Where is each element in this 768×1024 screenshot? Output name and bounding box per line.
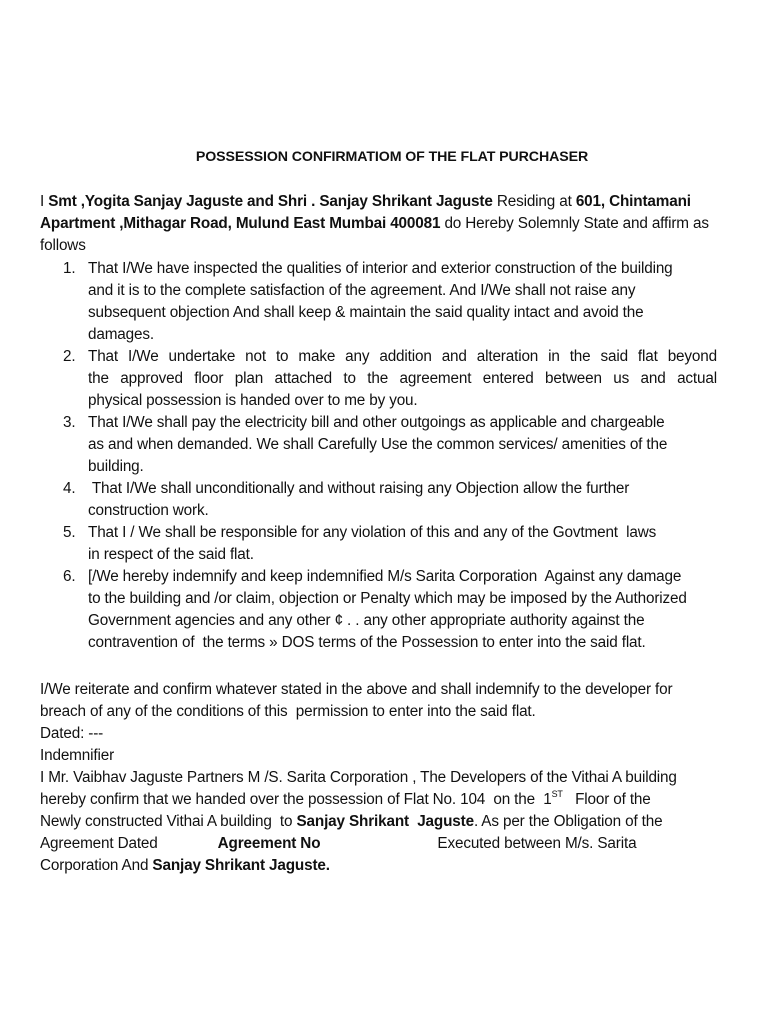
- list-item: [63, 346, 753, 412]
- developer-line-1: I Mr. Vaibhav Jaguste Partners M /S. Sarita Corporation , The Developers of the Vithai A building: [40, 769, 677, 786]
- intro-line-1: I Smt ,Yogita Sanjay Jaguste and Shri . Sanjay Shrikant Jaguste Residing at 601, Chintamani: [40, 193, 691, 210]
- list-item-line: subsequent objection And shall keep & maintain the said quality intact and avoid the: [88, 304, 644, 321]
- list-item-number: 5.: [63, 524, 76, 541]
- list-item-number: 2.: [63, 348, 76, 365]
- list-item: [63, 412, 753, 478]
- list-item-number: 4.: [63, 480, 76, 497]
- list-item-line: physical possession is handed over to me by you.: [88, 392, 418, 409]
- list-item-line: That I/We shall unconditionally and without raising any Objection allow the further: [88, 480, 630, 497]
- list-item-line: construction work.: [88, 502, 209, 519]
- list-item: [63, 258, 753, 346]
- list-item-line: building.: [88, 458, 144, 475]
- reiterate-line: I/We reiterate and confirm whatever stated in the above and shall indemnify to the developer for: [40, 681, 673, 698]
- list-item-line: That I/We shall pay the electricity bill and other outgoings as applicable and chargeable: [88, 414, 665, 431]
- agreement-no-label: Agreement No: [217, 835, 321, 852]
- list-item-line: Government agencies and any other ¢ . . any other appropriate authority against the: [88, 612, 645, 629]
- list-item-line: That I / We shall be responsible for any violation of this and any of the Govtment laws: [88, 524, 657, 541]
- intro-line-2: Apartment ,Mithagar Road, Mulund East Mumbai 400081 do Hereby Solemnly State and affirm as: [40, 215, 709, 232]
- address-part-1: 601, Chintamani: [575, 193, 691, 210]
- list-item: [63, 478, 753, 522]
- list-item-line: [/We hereby indemnify and keep indemnified M/s Sarita Corporation Against any damage: [88, 568, 682, 585]
- list-item-line: contravention of the terms » DOS terms of the Possession to enter into the said flat.: [88, 634, 646, 651]
- dated-line: Dated: ---: [40, 725, 104, 742]
- list-item-line: in respect of the said flat.: [88, 546, 254, 563]
- list-item-line: to the building and /or claim, objection or Penalty which may be imposed by the Authorized: [88, 590, 687, 607]
- reiterate-line: breach of any of the conditions of this permission to enter into the said flat.: [40, 703, 536, 720]
- indemnifier-label: Indemnifier: [40, 747, 115, 764]
- developer-line-5: Corporation And Sanjay Shrikant Jaguste.: [40, 857, 330, 874]
- list-item-line: That I/We have inspected the qualities of interior and exterior construction of the building: [88, 260, 673, 277]
- list-item: [63, 566, 753, 654]
- list-item: [63, 522, 753, 566]
- list-item-line: and it is to the complete satisfaction of the agreement. And I/We shall not raise any: [88, 282, 636, 299]
- closing-section: [40, 679, 677, 877]
- list-item-line: damages.: [88, 326, 154, 343]
- developer-line-3: Newly constructed Vithai A building to Sanjay Shrikant Jaguste. As per the Obligation of the: [40, 813, 663, 830]
- developer-line-2: hereby confirm that we handed over the possession of Flat No. 104 on the 1ST Floor of the: [40, 789, 651, 808]
- affirmation-list: [63, 258, 753, 654]
- list-item-line: as and when demanded. We shall Carefully Use the common services/ amenities of the: [88, 436, 668, 453]
- developer-line-4: Agreement Dated Agreement No Executed between M/s. Sarita: [40, 835, 637, 852]
- list-item-line: the approved floor plan attached to the agreement entered between us and actual: [88, 370, 717, 387]
- ordinal-suffix: ST: [551, 789, 563, 799]
- purchaser-name: Sanjay Shrikant Jaguste: [296, 813, 474, 830]
- list-item-line: That I/We undertake not to make any addition and alteration in the said flat beyond: [88, 348, 717, 365]
- intro-line-3: follows: [40, 237, 86, 254]
- intro-paragraph: [40, 191, 709, 257]
- purchaser-names: Smt ,Yogita Sanjay Jaguste and Shri . Sanjay Shrikant Jaguste: [48, 193, 493, 210]
- list-item-number: 3.: [63, 414, 76, 431]
- purchaser-name-final: Sanjay Shrikant Jaguste.: [152, 857, 330, 874]
- address-part-2: Apartment ,Mithagar Road, Mulund East Mumbai 400081: [40, 215, 441, 232]
- document-title: POSSESSION CONFIRMATIOM OF THE FLAT PURCHASER: [195, 149, 589, 165]
- list-item-number: 1.: [63, 260, 76, 277]
- list-item-number: 6.: [63, 568, 76, 585]
